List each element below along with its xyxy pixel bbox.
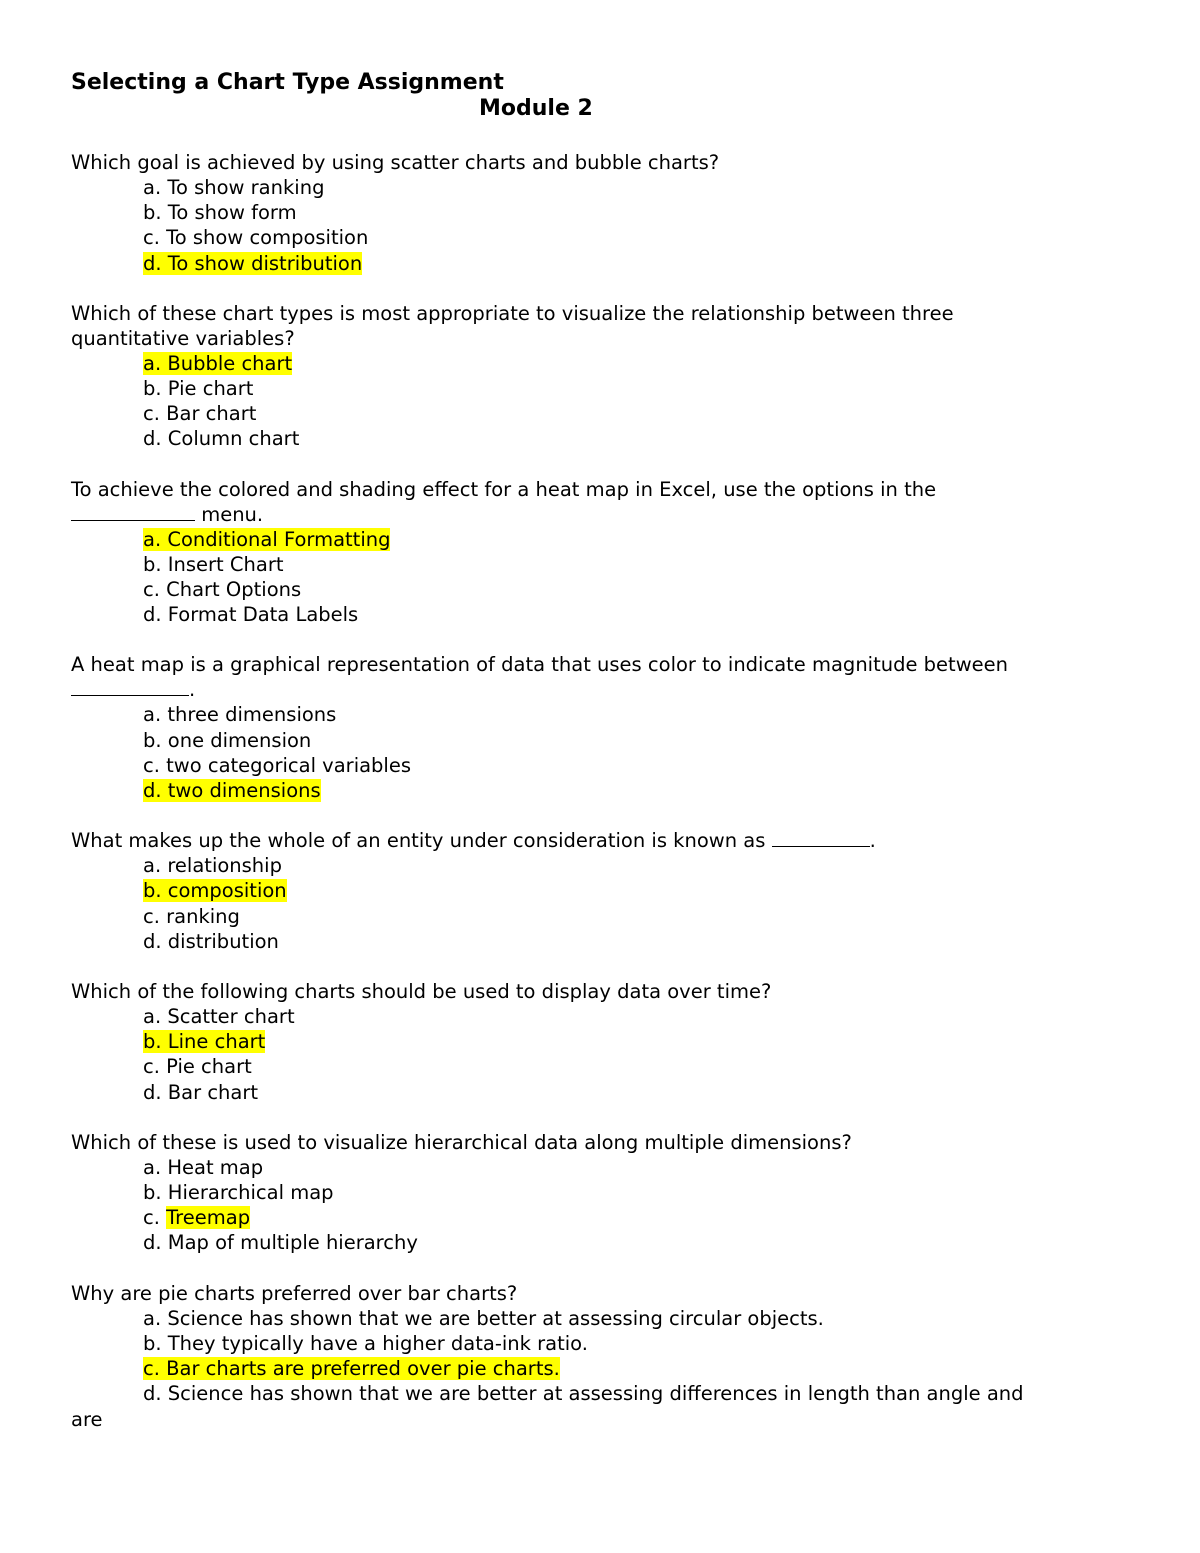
question-text: Which of the following charts should be used to display data over time?	[71, 980, 772, 1004]
option-c-answer: c. Treemap	[143, 1206, 251, 1230]
option-b: b. Pie chart	[143, 377, 254, 401]
option-c: c. To show composition	[143, 226, 369, 250]
question-2	[71, 301, 1131, 452]
option-d: d. Format Data Labels	[143, 603, 359, 627]
highlighted-answer: b. Line chart	[143, 1030, 266, 1054]
question-5	[71, 828, 1131, 954]
document-title: Selecting a Chart Type Assignment	[71, 70, 504, 95]
option-c-answer	[143, 1356, 1131, 1381]
highlighted-answer: a. Conditional Formatting	[143, 527, 391, 551]
highlighted-answer: b. composition	[143, 879, 287, 903]
question-text: Which of these chart types is most appropriate to visualize the relationship between three quantitative variables?	[71, 301, 954, 350]
option-c: c. Chart Options	[143, 578, 302, 602]
option-b: b. They typically have a higher data-ink ratio.	[143, 1331, 588, 1355]
option-b: b. Hierarchical map	[143, 1181, 334, 1205]
fill-in-blank	[772, 830, 870, 847]
highlighted-answer: d. two dimensions	[143, 779, 321, 803]
question-text: Why are pie charts preferred over bar charts?	[71, 1281, 518, 1305]
option-d: d. Science has shown that we are better at assessing differences in length than angle and	[143, 1382, 1024, 1406]
option-b-answer	[143, 1029, 1131, 1054]
assignment-document	[71, 70, 1131, 1457]
option-d-continuation: are	[71, 1407, 103, 1431]
option-a-answer	[143, 351, 1131, 376]
option-d: d. Map of multiple hierarchy	[143, 1231, 418, 1255]
option-d: d. Column chart	[143, 427, 300, 451]
question-3	[71, 477, 1131, 628]
option-c: c. Bar chart	[143, 402, 257, 426]
option-d-answer	[143, 778, 1131, 803]
option-a: a. Science has shown that we are better at assessing circular objects.	[143, 1306, 824, 1330]
option-b-answer	[143, 878, 1131, 903]
question-text: Which of these is used to visualize hierarchical data along multiple dimensions?	[71, 1130, 852, 1154]
question-text: To achieve the colored and shading effect for a heat map in Excel, use the options in the menu.	[71, 477, 937, 526]
fill-in-blank	[71, 504, 195, 521]
option-d: d. Bar chart	[143, 1080, 259, 1104]
option-d-answer	[143, 251, 1131, 276]
question-1	[71, 150, 1131, 276]
question-7	[71, 1130, 1131, 1256]
option-a-answer	[143, 527, 1131, 552]
option-a: a. relationship	[143, 854, 282, 878]
option-a: a. To show ranking	[143, 176, 325, 199]
highlighted-answer: d. To show distribution	[143, 251, 363, 275]
option-c: c. Pie chart	[143, 1055, 252, 1079]
highlighted-answer: c. Bar charts are preferred over pie charts.	[143, 1357, 560, 1381]
question-text: Which goal is achieved by using scatter charts and bubble charts?	[71, 151, 720, 174]
option-d: d. distribution	[143, 929, 279, 953]
question-text: What makes up the whole of an entity under consideration is known as .	[71, 829, 876, 853]
question-text: A heat map is a graphical representation of data that uses color to indicate magnitude between .	[71, 653, 1008, 702]
question-6	[71, 979, 1131, 1105]
option-c: c. two categorical variables	[143, 753, 412, 777]
highlighted-answer: a. Bubble chart	[143, 351, 293, 375]
option-b: b. one dimension	[143, 728, 312, 752]
document-subtitle: Module 2	[479, 96, 593, 121]
option-a: a. Scatter chart	[143, 1005, 295, 1029]
option-a: a. Heat map	[143, 1155, 264, 1179]
option-c: c. ranking	[143, 904, 240, 928]
option-b: b. To show form	[143, 201, 297, 225]
option-a: a. three dimensions	[143, 703, 337, 727]
option-b: b. Insert Chart	[143, 552, 284, 576]
question-8	[71, 1281, 1131, 1432]
question-4	[71, 652, 1131, 803]
highlighted-answer: Treemap	[166, 1206, 251, 1230]
fill-in-blank	[71, 679, 189, 696]
